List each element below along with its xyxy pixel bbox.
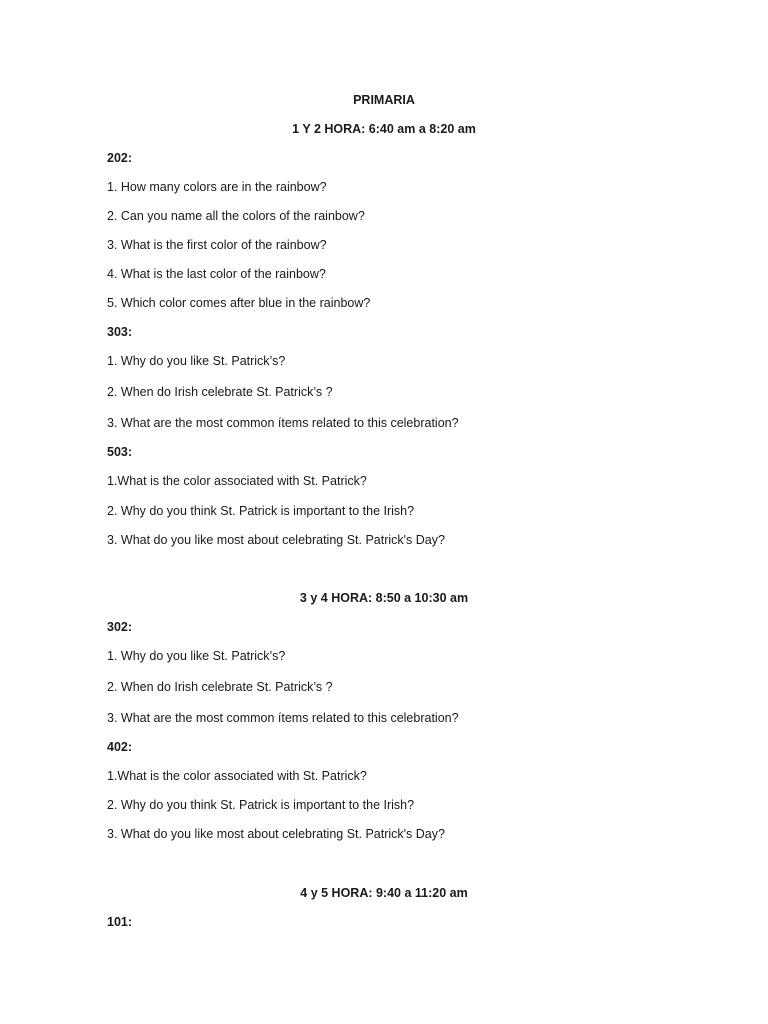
question-item: 2. Why do you think St. Patrick is important to the Irish? (107, 798, 415, 812)
section-heading: 3 y 4 HORA: 8:50 a 10:30 am (299, 591, 469, 605)
question-item: 3. What are the most common ítems related to this celebration? (107, 711, 459, 725)
section-heading: 1 Y 2 HORA: 6:40 am a 8:20 am (292, 122, 476, 136)
group-label: 302: (107, 620, 133, 634)
question-item: 1. Why do you like St. Patrick’s? (107, 354, 286, 368)
document-title: PRIMARIA (353, 93, 415, 107)
question-item: 3. What do you like most about celebrating St. Patrick's Day? (107, 533, 445, 547)
question-item: 1. How many colors are in the rainbow? (107, 180, 327, 194)
question-item: 2. Can you name all the colors of the rainbow? (107, 209, 365, 223)
question-item: 5. Which color comes after blue in the rainbow? (107, 296, 371, 310)
group-label: 402: (107, 740, 133, 754)
question-item: 2. When do Irish celebrate St. Patrick’s ? (107, 385, 333, 399)
question-item: 1. Why do you like St. Patrick’s? (107, 649, 286, 663)
question-item: 2. When do Irish celebrate St. Patrick’s ? (107, 680, 333, 694)
question-item: 3. What is the first color of the rainbow? (107, 238, 327, 252)
group-label: 303: (107, 325, 133, 339)
group-label: 202: (107, 151, 133, 165)
question-item: 3. What do you like most about celebrating St. Patrick's Day? (107, 827, 445, 841)
question-item: 4. What is the last color of the rainbow? (107, 267, 326, 281)
question-item: 3. What are the most common ítems related to this celebration? (107, 416, 459, 430)
question-item: 2. Why do you think St. Patrick is important to the Irish? (107, 504, 415, 518)
question-item: 1.What is the color associated with St. Patrick? (107, 769, 367, 783)
group-label: 101: (107, 915, 133, 929)
question-item: 1.What is the color associated with St. Patrick? (107, 474, 367, 488)
section-heading: 4 y 5 HORA: 9:40 a 11:20 am (300, 886, 468, 900)
group-label: 503: (107, 445, 133, 459)
